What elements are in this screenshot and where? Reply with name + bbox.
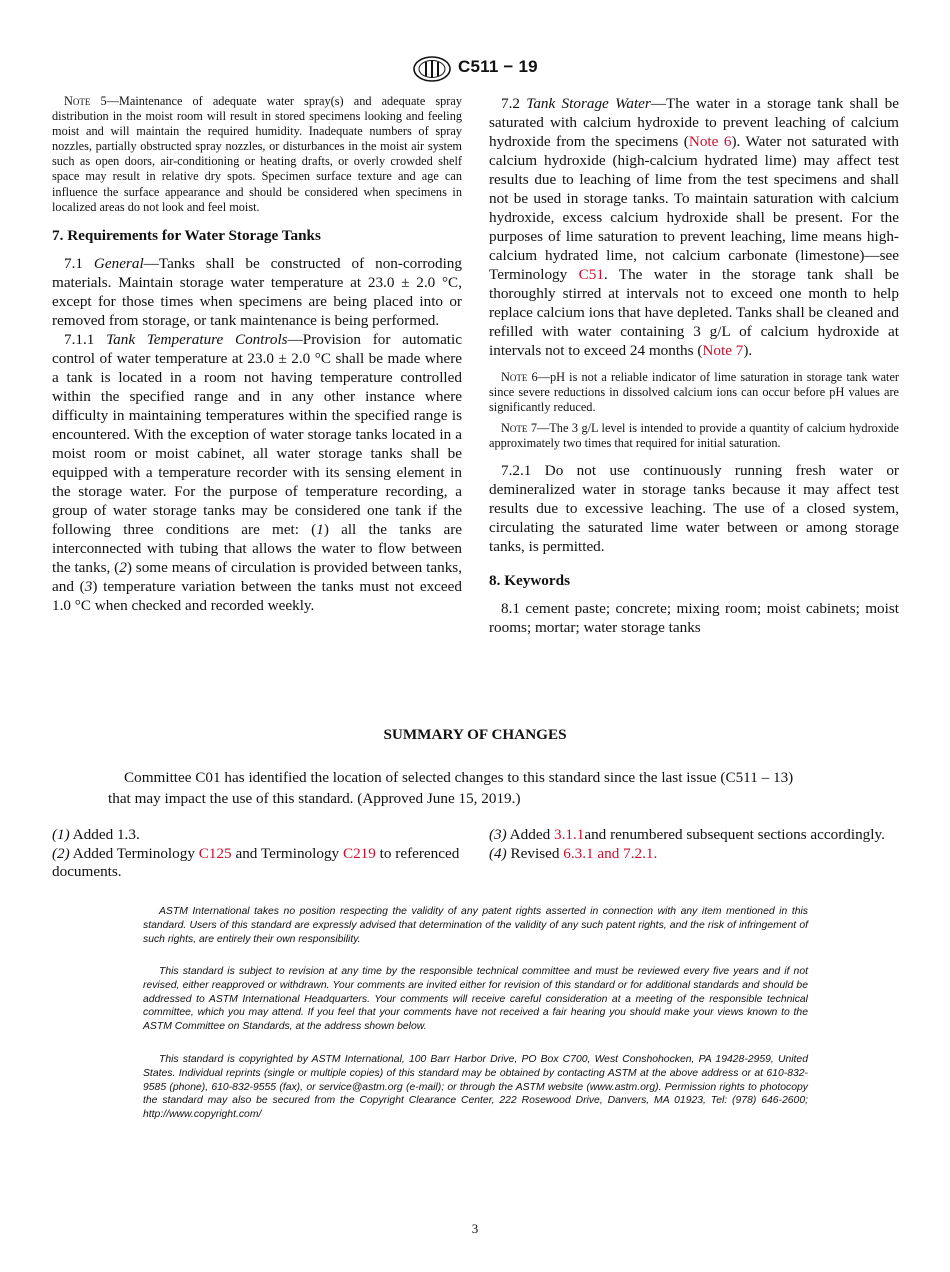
note-7-link[interactable]: Note 7 bbox=[702, 342, 744, 359]
changes-list-left bbox=[52, 826, 462, 882]
change-text: to referenced documents. bbox=[52, 844, 460, 880]
paragraph-title: General bbox=[93, 254, 144, 272]
paragraph-text: —Tanks shall be constructed of non-corroding materials. Maintain storage water temperature at 23.0 ± 2.0 °C, except for those times when specimens are being placed into or removed from storage, or tank maintenance is being performed. bbox=[52, 254, 462, 329]
paragraph-7-2 bbox=[489, 94, 899, 360]
paragraph-text: ) some means of circulation is provided between tanks, and ( bbox=[52, 558, 463, 595]
patent-notice bbox=[143, 905, 808, 946]
note-label: Note bbox=[501, 370, 528, 384]
section-8-heading: 8. Keywords bbox=[489, 572, 570, 590]
paragraph-7-1 bbox=[52, 254, 462, 330]
note-7-text: 7—The 3 g/L level is intended to provide a quantity of calcium hydroxide approximately two times that required for initial saturation. bbox=[489, 421, 899, 451]
paragraph-title: Tank Storage Water bbox=[526, 95, 651, 112]
summary-intro bbox=[108, 767, 848, 809]
paragraph-text: —The water in a storage tank shall be saturated with calcium hydroxide to prevent leaching of calcium hydroxide from the specimens ( bbox=[489, 95, 899, 150]
note-label: Note bbox=[64, 94, 91, 108]
note-label: Note bbox=[501, 421, 528, 436]
legal-text: This standard is subject to revision at any time by the responsible technical committee and must be reviewed every five years and if not revised, either reapproved or withdrawn. Your comments are invited either for revision of this standard or for additional standards and should be addressed to ASTM International Headquarters. Your comments will receive careful consideration at a meeting of the responsible technical committee, which you may attend. If you feel that your comments have not received a fair hearing you should make your views known to the ASTM Committee on Standards, at the address shown below. bbox=[143, 966, 808, 1033]
c125-link[interactable]: C125 bbox=[198, 844, 232, 862]
note-6-link[interactable]: Note 6 bbox=[688, 133, 732, 150]
summary-intro-line: Committee C01 has identified the location of selected changes to this standard since the last issue (C511 – 13) bbox=[124, 769, 794, 786]
document-designation: C511 − 19 bbox=[458, 57, 538, 76]
change-text: Added bbox=[506, 826, 554, 843]
condition-number: 2 bbox=[119, 558, 127, 576]
paragraph-number: 7.1.1 bbox=[64, 330, 107, 348]
sections-6-3-1-7-2-1-link[interactable]: 6.3.1 and 7.2.1 bbox=[563, 844, 654, 862]
paragraph-8-1: 8.1 cement paste; concrete; mixing room; moist cabinets; moist rooms; mortar; water storage tanks bbox=[489, 600, 899, 637]
paragraph-text: ) temperature variation between the tanks must not exceed 1.0 °C when checked and recorded weekly. bbox=[52, 577, 462, 614]
change-item-3 bbox=[489, 826, 899, 845]
change-text: Added Terminology bbox=[69, 844, 199, 862]
note-5-text: 5—Maintenance of adequate water spray(s) and adequate spray distribution in the moist room will result in stored specimens looking and feeling moist and will maintain the required humidity. Inadequate numbers of spray nozzles, partially obstructed spray nozzles, or disturbances in the moist air system such as open doors, air-conditioning or heating drafts, or overly crowded shelf space may result in relative dry spots. Specimen surface texture and age can influence the surface appearance and should be considered when specimens in localized areas do not look and feel moist. bbox=[52, 94, 462, 214]
change-number: (4) bbox=[489, 844, 507, 862]
paragraph-text: . The water in the storage tank shall be thoroughly stirred at intervals not to exceed one month to help replace calcium ions that have depleted. Tanks shall be cleaned and refilled with water containing 3 g/L of calcium hydroxide at intervals not to exceed 24 months ( bbox=[489, 266, 899, 359]
astm-logo-icon bbox=[412, 56, 452, 82]
change-number: (2) bbox=[52, 844, 70, 862]
revision-notice bbox=[143, 965, 808, 1034]
change-text: and renumbered subsequent sections accordingly. bbox=[584, 826, 885, 843]
note-7 bbox=[489, 421, 899, 451]
paragraph-number: 7.1 bbox=[64, 254, 94, 272]
paragraph-7-1-1 bbox=[52, 330, 462, 615]
paragraph-7-2-1: 7.2.1 Do not use continuously running fresh water or demineralized water in storage tanks because it may affect test results due to excessive leaching. The use of a closed system, circulating the saturated lime water between or among storage tanks, is permitted. bbox=[489, 462, 899, 556]
summary-intro-line: that may impact the use of this standard. (Approved June 15, 2019.) bbox=[108, 790, 521, 807]
copyright-notice bbox=[143, 1053, 808, 1122]
c219-link[interactable]: C219 bbox=[342, 844, 376, 862]
changes-list-right bbox=[489, 826, 899, 863]
note-6 bbox=[489, 370, 899, 415]
left-column bbox=[52, 94, 462, 615]
summary-of-changes-heading: SUMMARY OF CHANGES bbox=[383, 726, 567, 743]
paragraph-text: ) all the tanks are interconnected with tubing that allows the water to flow between the tanks, ( bbox=[52, 520, 463, 576]
condition-number: 1 bbox=[316, 520, 324, 538]
legal-text: This standard is copyrighted by ASTM International, 100 Barr Harbor Drive, PO Box C700, West Conshohocken, PA 19428-2959, United States. Individual reprints (single or multiple copies) of this standard may be obtained by contacting ASTM at the above address or at 610-832-9585 (phone), 610-832-9555 (fax), or service@astm.org (e-mail); or through the ASTM website (www.astm.org). Permission rights to photocopy the standard may also be secured from the Copyright Clearance Center, 222 Rosewood Drive, Danvers, MA 01923, Tel: (978) 646-2600; http://www.copyright.com/ bbox=[143, 1054, 808, 1121]
change-number: (3) bbox=[489, 826, 507, 843]
c51-link[interactable]: C51 bbox=[578, 266, 604, 283]
change-text: and Terminology bbox=[231, 844, 343, 862]
change-item-4 bbox=[489, 845, 899, 864]
paragraph-text: ). bbox=[743, 342, 753, 359]
condition-number: 3 bbox=[84, 577, 93, 595]
change-text: Revised bbox=[506, 844, 564, 862]
paragraph-text: —Provision for automatic control of water temperature at 23.0 ± 2.0 °C shall be made where a tank is located in a room not having temperature controlled within the specified range and in any other instance where difficulty in maintaining temperatures within the specified range is encountered. With the exception of water storage tanks located in a moist room or moist cabinet, all water storage tanks shall be equipped with a temperature recorder with its sensing element in the storage water. For the purpose of temperature recording, a group of water storage tanks may be considered one tank if the following three conditions are met: ( bbox=[52, 330, 462, 538]
change-text: Added 1.3. bbox=[69, 826, 140, 843]
paragraph-title: Tank Temperature Controls bbox=[106, 330, 288, 348]
page-header bbox=[0, 56, 950, 82]
change-number: (1) bbox=[52, 826, 70, 843]
change-item-1 bbox=[52, 826, 462, 845]
right-column bbox=[489, 94, 899, 637]
change-text: . bbox=[653, 844, 658, 862]
paragraph-text: ). Water not saturated with calcium hydroxide (high-calcium hydrated lime) may affect test results due to leaching of lime from the test specimens and shall not be used in storage tanks. To maintain saturation with calcium hydroxide, excess calcium hydroxide shall be present. For the purposes of lime saturation to prevent leaching, lime means high-calcium hydrated lime, not calcium carbonate (limestone)—see Terminology bbox=[489, 133, 900, 283]
page-number: 3 bbox=[471, 1221, 479, 1236]
section-3-1-1-link[interactable]: 3.1.1 bbox=[553, 826, 585, 843]
section-7-heading: 7. Requirements for Water Storage Tanks bbox=[52, 226, 321, 244]
change-item-2 bbox=[52, 845, 462, 882]
note-5 bbox=[52, 94, 462, 215]
note-6-text: 6—pH is not a reliable indicator of lime saturation in storage tank water since severe reductions in dissolved calcium ions can occur before pH values are significantly reduced. bbox=[489, 370, 899, 415]
legal-text: ASTM International takes no position respecting the validity of any patent rights asserted in connection with any item mentioned in this standard. Users of this standard are expressly advised that determination of the validity of any such patent rights, and the risk of infringement of such rights, are entirely their own responsibility. bbox=[143, 906, 808, 945]
paragraph-number: 7.2 bbox=[501, 95, 527, 112]
